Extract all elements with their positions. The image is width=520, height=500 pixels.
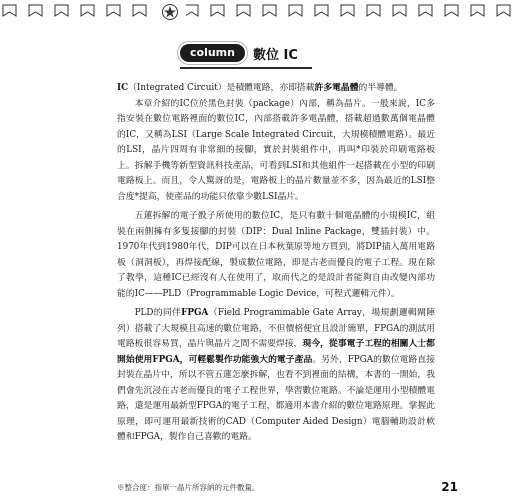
footnote: ※整合度：指單一晶片所容納的元件數量。 bbox=[117, 483, 260, 492]
page-number: 21 bbox=[441, 480, 458, 494]
flag-row-icon bbox=[0, 3, 520, 21]
paragraph-1-emphasis: 許多電晶體 bbox=[314, 83, 359, 93]
paragraph-4-lead: PLD的同伴 bbox=[134, 308, 182, 318]
paragraph-4 bbox=[117, 306, 435, 446]
heading-underline bbox=[180, 67, 312, 69]
paragraph-1-text: （Integrated Circuit）是積體電路，亦即搭載 bbox=[128, 83, 315, 93]
fpga-term: FPGA bbox=[181, 308, 209, 318]
column-badge: column bbox=[180, 44, 245, 62]
top-decorative-band bbox=[0, 0, 520, 24]
paragraph-4-tail: 。另外，FPGA的數位電路直接封裝在晶片中，所以不管五蓮怎麼拆解，也看不到裡面的結構，本書的一開始，我們會先沉浸在古老而優良的電子工程世界，學習數位電路。不論是運用小型積體電路，還是運用最新型FPGA的電子工程，都適用本書介紹的數位電路原理。掌握此原理，即可運用最新技術的CAD（Computer Aided Design）電腦輔助設計軟體和FPGA，製作自己喜歡的電路。 bbox=[117, 354, 436, 442]
page-title: 數位 IC bbox=[252, 47, 298, 63]
ic-term: IC bbox=[117, 83, 129, 93]
paragraph-3: 五蓮拆解的電子骰子所使用的數位IC，是只有數十個電晶體的小規模IC，組裝在兩側擁有多隻接腳的封裝（DIP：Dual Inline Package，雙插封裝）中。1970年代到1980年代，DIP可以在日本秋葉原等地方買到，將DIP插入萬用電路板（洞洞板），再焊接配線，製成數位電路，即是古老而優良的電子工程。現在除了教學，這種IC已經沒有人在使用了，取而代之的是設計者能夠自由改變內部功能的IC——PLD（Programmable Logic Device，可程式邏輯元件）。 bbox=[117, 211, 435, 299]
paragraph-2: 本章介紹的IC位於黑色封裝（package）內部，稱為晶片。一般來說，IC多指安裝在數位電路裡面的數位IC，內部搭載許多電晶體，搭載超過數萬個電晶體的IC，又稱為LSI（Large Scale Integrated Circuit，大規模積體電路）。最近的LSI，晶片四周有非常細的接腳，實於封裝組件中，再叫*印裝於印刷電路板上。拆解手機等新型資訊科技產品，可看到LSI和其他組件一起搭載在小型的印刷電路板上。而且，令人驚訝的是，電路板上的晶片數量並不多，因為最近的LSI整合度*提高，使產品的功能只依靠少數LSI晶片。 bbox=[117, 98, 435, 202]
paragraph-1-tail: 的半導體。 bbox=[358, 83, 403, 93]
article-body bbox=[117, 81, 435, 446]
column-heading bbox=[180, 42, 298, 64]
paragraph-4-emphasis: 現今，從事電子工程的相關人士都開始使用FPGA，可輕鬆製作功能強大的電子產品 bbox=[117, 339, 435, 365]
paragraph-4-text: （Field Programmable Gate Array，場規劃邏輯閘陣列）搭載了大規模且高速的數位電路，不但價格便宜且設計簡單，FPGA的測試用電路板很容易買，晶片與晶片之間不需要焊接， bbox=[117, 308, 435, 349]
paragraph-1 bbox=[117, 81, 435, 97]
